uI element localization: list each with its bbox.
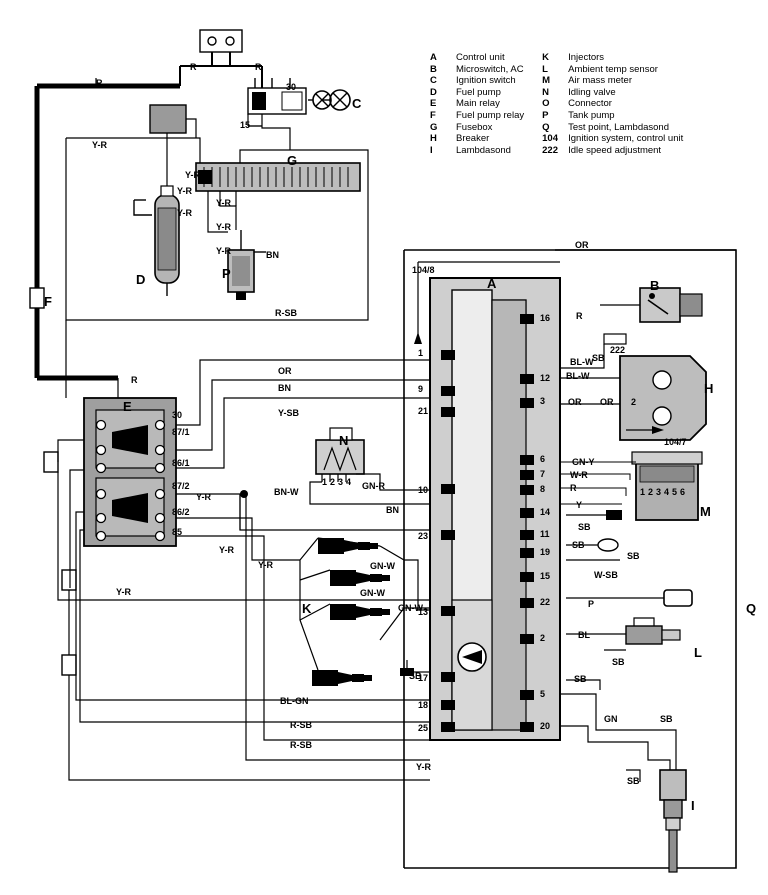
wire-label: Y-R xyxy=(216,222,232,232)
wire-label: 85 xyxy=(172,527,183,537)
pin-right-2: 2 xyxy=(540,633,546,643)
wire-label: SB xyxy=(574,674,587,684)
wire-label: Y-R xyxy=(258,560,274,570)
pin-right-11: 11 xyxy=(540,529,550,539)
wire-label: BN xyxy=(266,250,279,260)
wire-label: 30 xyxy=(286,82,297,92)
component-label-p: P xyxy=(222,266,231,281)
pin-right-14: 14 xyxy=(540,507,551,517)
wire-label: 86/2 xyxy=(172,507,190,517)
wire-label: W-R xyxy=(570,470,588,480)
component-label-b: B xyxy=(650,278,660,293)
wire-label: Y-R xyxy=(116,587,132,597)
wire-label: Y-R xyxy=(177,208,193,218)
wire-label: BN xyxy=(278,383,291,393)
pin-left-9: 9 xyxy=(418,384,424,394)
pin-left-1: 1 xyxy=(418,348,424,358)
wire-label: 104/7 xyxy=(664,437,687,447)
legend-key: A xyxy=(430,52,437,63)
pin-right-7: 7 xyxy=(540,469,546,479)
wire-label: 3 xyxy=(338,477,344,487)
wire-label: BL-W xyxy=(570,357,594,367)
wire-label: Y-R xyxy=(177,186,193,196)
wire-label: P xyxy=(588,599,595,609)
wire-label: R xyxy=(255,62,262,72)
wire-label: Y-R xyxy=(416,762,432,772)
legend-key: H xyxy=(430,133,437,145)
wire-label: GN-R xyxy=(362,481,385,491)
component-label-d: D xyxy=(136,272,146,287)
wire-label: 2 xyxy=(631,397,637,407)
legend-key: E xyxy=(430,98,437,110)
wire-label: 222 xyxy=(610,345,626,355)
legend-desc: Microswitch, AC xyxy=(456,63,524,75)
component-label-q: Q xyxy=(746,601,757,616)
component-label-l: L xyxy=(694,645,702,660)
wire-label: GN xyxy=(604,714,618,724)
legend-key: K xyxy=(542,52,549,63)
wire-label: 4 xyxy=(346,477,352,487)
legend-key: Q xyxy=(542,121,550,133)
wire-label: OR xyxy=(575,240,589,250)
wire-label: Y-R xyxy=(216,246,232,256)
wire-label: 87/1 xyxy=(172,427,190,437)
pin-right-8: 8 xyxy=(540,484,546,494)
wire-label: GN-W xyxy=(360,588,385,598)
pin-left-25: 25 xyxy=(418,723,429,733)
pin-right-5: 5 xyxy=(540,689,546,699)
legend-key: I xyxy=(430,144,433,156)
pin-left-17: 17 xyxy=(418,673,429,683)
legend-desc: Control unit xyxy=(456,52,505,63)
wire-label: OR xyxy=(600,397,614,407)
wire-label: Y-SB xyxy=(278,408,300,418)
component-label-f: F xyxy=(44,294,52,309)
legend-desc: Ignition system, control unit xyxy=(568,133,684,145)
wire-label: R-SB xyxy=(290,720,312,730)
wire-label: GN-W xyxy=(370,561,395,571)
wire-label: 86/1 xyxy=(172,458,190,468)
wire-label: 2 xyxy=(330,477,336,487)
legend-desc: Idle speed adjustment xyxy=(568,144,662,156)
wire-label: W-SB xyxy=(594,570,618,580)
legend-desc: Fuel pump relay xyxy=(456,109,525,121)
wire-label: SB xyxy=(592,353,605,363)
legend-key: F xyxy=(430,109,436,121)
wire-label: 2 xyxy=(648,487,654,497)
wire-label: Y xyxy=(576,500,583,510)
wire-label: R xyxy=(190,62,197,72)
wire-label: R-SB xyxy=(290,740,312,750)
wire-label: BL-W xyxy=(566,371,590,381)
wire-label: SB xyxy=(612,657,625,667)
wire-label: 6 xyxy=(680,487,686,497)
wire-label: R xyxy=(131,375,138,385)
component-label-e: E xyxy=(123,399,132,414)
component-label-i: I xyxy=(691,798,695,813)
wire-label: SB xyxy=(572,540,585,550)
pin-left-10: 10 xyxy=(418,485,429,495)
pin-right-3: 3 xyxy=(540,396,546,406)
legend-desc: Injectors xyxy=(568,52,605,63)
wire-label: R xyxy=(576,311,583,321)
wire-label: OR xyxy=(568,397,582,407)
component-label-m: M xyxy=(700,504,711,519)
legend-key: M xyxy=(542,75,551,87)
wire-label: 104/8 xyxy=(412,265,435,275)
pin-left-13: 13 xyxy=(418,607,429,617)
wire-label: GN-Y xyxy=(572,457,595,467)
legend-desc: Main relay xyxy=(456,98,500,110)
legend-desc: Lambdasond xyxy=(456,144,511,156)
wire-label: Y-R xyxy=(92,140,108,150)
legend-key: 104 xyxy=(542,133,558,145)
wire-label: SB xyxy=(409,671,422,681)
pin-right-16: 16 xyxy=(540,313,551,323)
wire-label: 1 xyxy=(322,477,328,487)
legend-key: P xyxy=(542,109,549,121)
wire-label: BN-W xyxy=(274,487,299,497)
legend-key: D xyxy=(430,86,437,98)
legend xyxy=(430,52,760,156)
wire-label: Y-R xyxy=(185,170,201,180)
legend-desc: Connector xyxy=(568,98,612,110)
wire-label: 15 xyxy=(240,120,251,130)
wire-label: SB xyxy=(627,776,640,786)
wire-label: SB xyxy=(578,522,591,532)
pin-right-12: 12 xyxy=(540,373,551,383)
pin-right-20: 20 xyxy=(540,721,551,731)
wire-label: SB xyxy=(627,551,640,561)
legend-desc: Test point, Lambdasond xyxy=(568,121,669,133)
pin-left-21: 21 xyxy=(418,406,429,416)
component-label-a: A xyxy=(487,276,497,291)
wire-label: 3 xyxy=(656,487,662,497)
wire-label: 1 xyxy=(640,487,646,497)
wire-label: BL-GN xyxy=(280,696,309,706)
wire-label: 30 xyxy=(172,410,183,420)
component-label-k: K xyxy=(302,601,312,616)
wire-label: OR xyxy=(278,366,292,376)
wire-label: 87/2 xyxy=(172,481,190,491)
legend-desc: Breaker xyxy=(456,133,490,145)
legend-desc: Ignition switch xyxy=(456,75,516,87)
component-label-g: G xyxy=(287,153,298,168)
legend-key: C xyxy=(430,75,437,87)
wire-label: 5 xyxy=(672,487,678,497)
legend-desc: Fusebox xyxy=(456,121,493,133)
legend-desc: Idling valve xyxy=(568,86,616,98)
wire-label: Y-R xyxy=(196,492,212,502)
legend-key: 222 xyxy=(542,144,558,156)
pin-left-23: 23 xyxy=(418,531,429,541)
pin-right-19: 19 xyxy=(540,547,551,557)
legend-key: G xyxy=(430,121,438,133)
component-label-n: N xyxy=(339,433,349,448)
legend-key: N xyxy=(542,86,549,98)
wire-label: BL xyxy=(578,630,590,640)
wire-label: 4 xyxy=(664,487,670,497)
legend-key: L xyxy=(542,63,548,75)
wire-label: GN-W xyxy=(398,603,423,613)
pin-right-15: 15 xyxy=(540,571,551,581)
wire-label: R xyxy=(96,78,103,88)
wire-label: SB xyxy=(660,714,673,724)
legend-desc: Fuel pump xyxy=(456,86,501,98)
wire-label: R xyxy=(570,483,577,493)
wire-label: Y-R xyxy=(216,198,232,208)
pin-right-22: 22 xyxy=(540,597,551,607)
legend-desc: Air mass meter xyxy=(568,75,632,87)
component-label-h: H xyxy=(704,381,714,396)
wire-label: Y-R xyxy=(219,545,235,555)
legend-desc: Tank pump xyxy=(568,109,615,121)
pin-left-18: 18 xyxy=(418,700,429,710)
wire-label: R-SB xyxy=(275,308,297,318)
wire-label: BN xyxy=(386,505,399,515)
pin-right-6: 6 xyxy=(540,454,546,464)
legend-key: B xyxy=(430,63,437,75)
legend-key: O xyxy=(542,98,550,110)
legend-desc: Ambient temp sensor xyxy=(568,63,658,75)
component-label-c: C xyxy=(352,96,362,111)
